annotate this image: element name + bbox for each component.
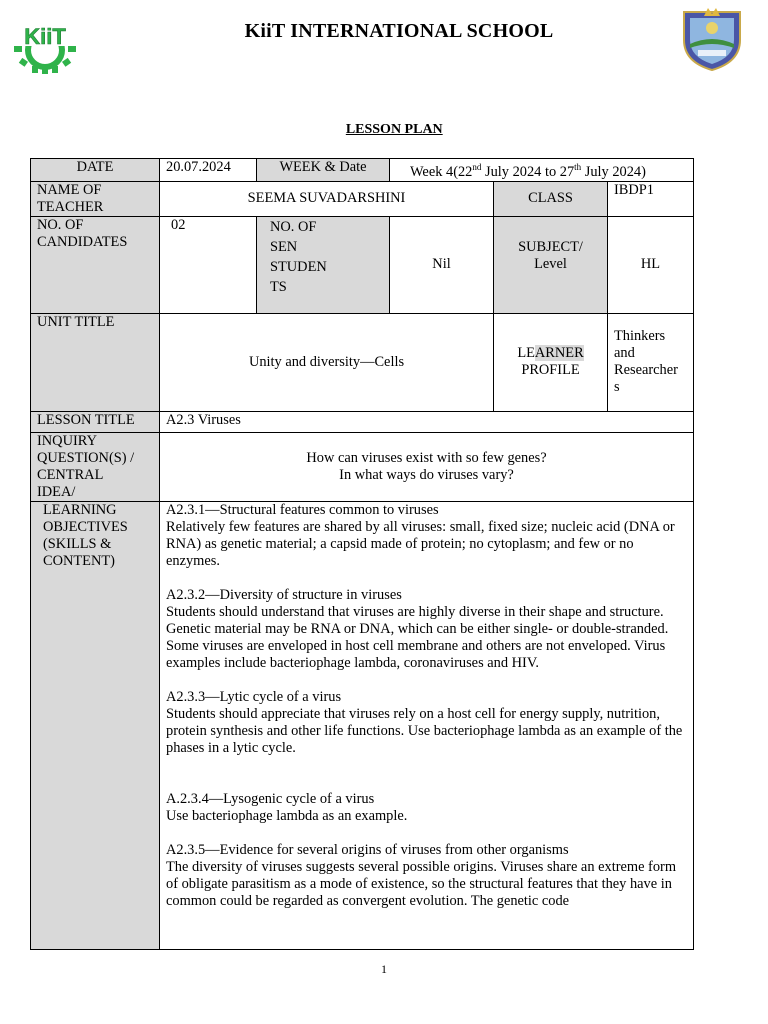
objective-text: Use bacteriophage lambda as an example. [166,807,408,824]
class-label: CLASS [494,181,608,216]
teacher-row [31,181,694,216]
week-value: Week 4(22nd July 2024 to 27th July 2024) [390,159,694,182]
class-value: IBDP1 [608,181,694,216]
week-label: WEEK & Date [257,159,390,182]
objective-text: Relatively few features are shared by all viruses: small, fixed size; nucleic acid (DNA or RNA) as genetic material; a capsid made of protein; no cytoplasm; and few or no enzymes. [166,518,675,569]
inquiry-row [31,432,694,501]
subject-value: HL [608,216,694,313]
unit-label: UNIT TITLE [31,313,160,411]
objective-text: The diversity of viruses suggests several possible origins. Viruses share an extreme form of obligate parasitism as a mode of existence, so the structural features that they have in common could be regarded as convergent evolution. The genetic code [166,858,677,909]
date-row [31,159,694,182]
teacher-label: NAME OF TEACHER [31,181,160,216]
unit-row [31,313,694,411]
lesson-title-value: A2.3 Viruses [160,411,694,432]
school-name: KiiT INTERNATIONAL SCHOOL [244,20,554,42]
objective-text: Students should appreciate that viruses rely on a host cell for energy supply, nutrition, protein synthesis and other life functions. Use bacteriophage lambda as an example of the phases in a lytic cycle. [166,705,683,756]
lesson-plan-table [30,158,694,950]
objective-heading: A2.3.1—Structural features common to viruses [166,501,439,518]
objectives-content [160,501,694,949]
candidates-value: 02 [160,216,257,313]
subject-label: SUBJECT/ Level [494,216,608,313]
lesson-title-row [31,411,694,432]
page-title: LESSON PLAN [345,122,443,137]
candidates-row [31,216,694,313]
date-label: DATE [31,159,160,182]
objective-heading: A2.3.3—Lytic cycle of a virus [166,688,342,705]
objective-heading: A2.3.5—Evidence for several origins of viruses from other organisms [166,841,569,858]
inquiry-label: INQUIRY QUESTION(S) / CENTRAL IDEA/ [31,432,160,501]
objective-heading: A2.3.2—Diversity of structure in viruses [166,586,402,603]
lesson-title-label: LESSON TITLE [31,411,160,432]
objective-heading: A.2.3.4—Lysogenic cycle of a virus [166,790,375,807]
sen-label: NO. OF SEN STUDEN TS [257,216,390,313]
page-number: 1 [381,962,387,976]
svg-text:KiiT: KiiT [24,24,66,49]
objectives-row [31,501,694,949]
unit-value: Unity and diversity—Cells [160,313,494,411]
teacher-value: SEEMA SUVADARSHINI [160,181,494,216]
candidates-label: NO. OF CANDIDATES [31,216,160,313]
date-value: 20.07.2024 [160,159,257,182]
inquiry-questions: How can viruses exist with so few genes? In what ways do viruses vary? [160,432,694,501]
objective-text: Students should understand that viruses are highly diverse in their shape and structure. Genetic material may be RNA or DNA, which can be either single- or double-stranded. Some viruses are enveloped in host cell membrane and others are not enveloped. Virus examples include bacteriophage lambda, coronaviruses and HIV. [166,603,669,671]
sen-value: Nil [390,216,494,313]
objectives-label: LEARNING OBJECTIVES (SKILLS & CONTENT) [31,501,160,949]
learner-profile-label: LEARNER PROFILE [494,313,608,411]
learner-profile-value: Thinkers and Researcher s [608,313,694,411]
